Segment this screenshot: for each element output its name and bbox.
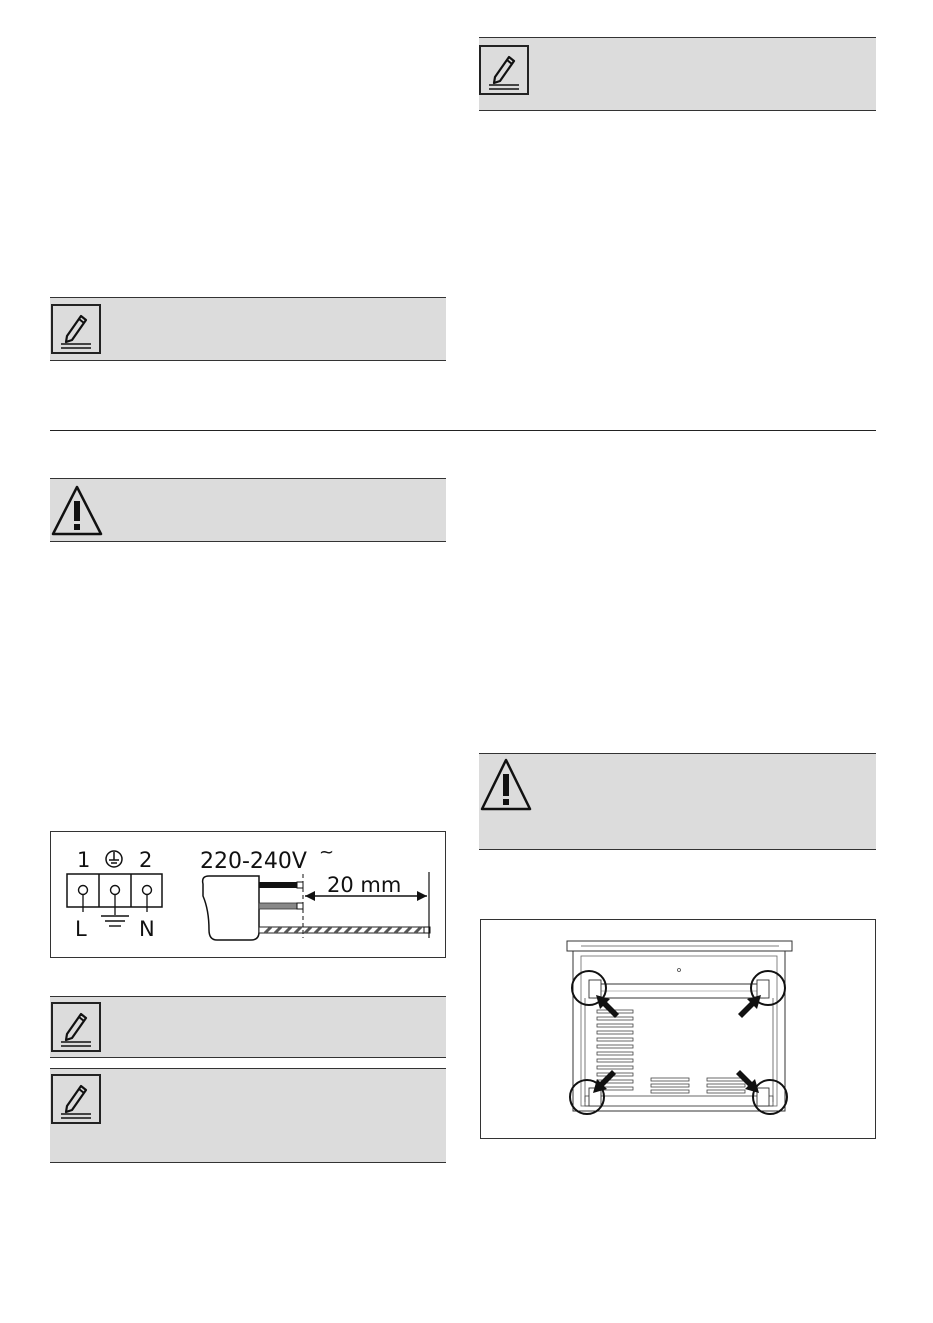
wire-earth [259,927,430,933]
wiring-diagram-graphic [51,832,444,956]
note-box-left-lower-1 [50,996,446,1058]
warning-box-left [50,478,446,542]
wiring-diagram [50,831,446,958]
voltage-ac-symbol: ~ [319,842,335,863]
terminal-label-1: 1 [77,848,91,872]
exclamation-triangle-icon [50,484,104,542]
note-box-left-upper [50,297,446,361]
pencil-note-icon [51,1002,101,1052]
warning-box-right [479,753,876,850]
voltage-label: 220-240V [200,849,307,874]
cable-sheath [203,876,259,940]
exclamation-triangle-icon [479,757,533,817]
pencil-note-icon [51,304,101,354]
note-box-left-lower-2 [50,1068,446,1163]
strip-length-label: 20 mm [327,873,402,897]
pencil-note-icon [479,45,529,95]
terminal-label-l: L [75,917,87,941]
terminal-label-n: N [139,917,155,941]
note-box-top-right [479,37,876,111]
wire-neutral [259,903,297,909]
wire-live [259,882,297,888]
pencil-note-icon [51,1074,101,1124]
oven-fixing-diagram [480,919,876,1139]
earth-symbol-icon [106,851,122,867]
oven-underside-graphic [481,920,874,1137]
section-divider [50,430,876,431]
terminal-label-2: 2 [139,848,153,872]
